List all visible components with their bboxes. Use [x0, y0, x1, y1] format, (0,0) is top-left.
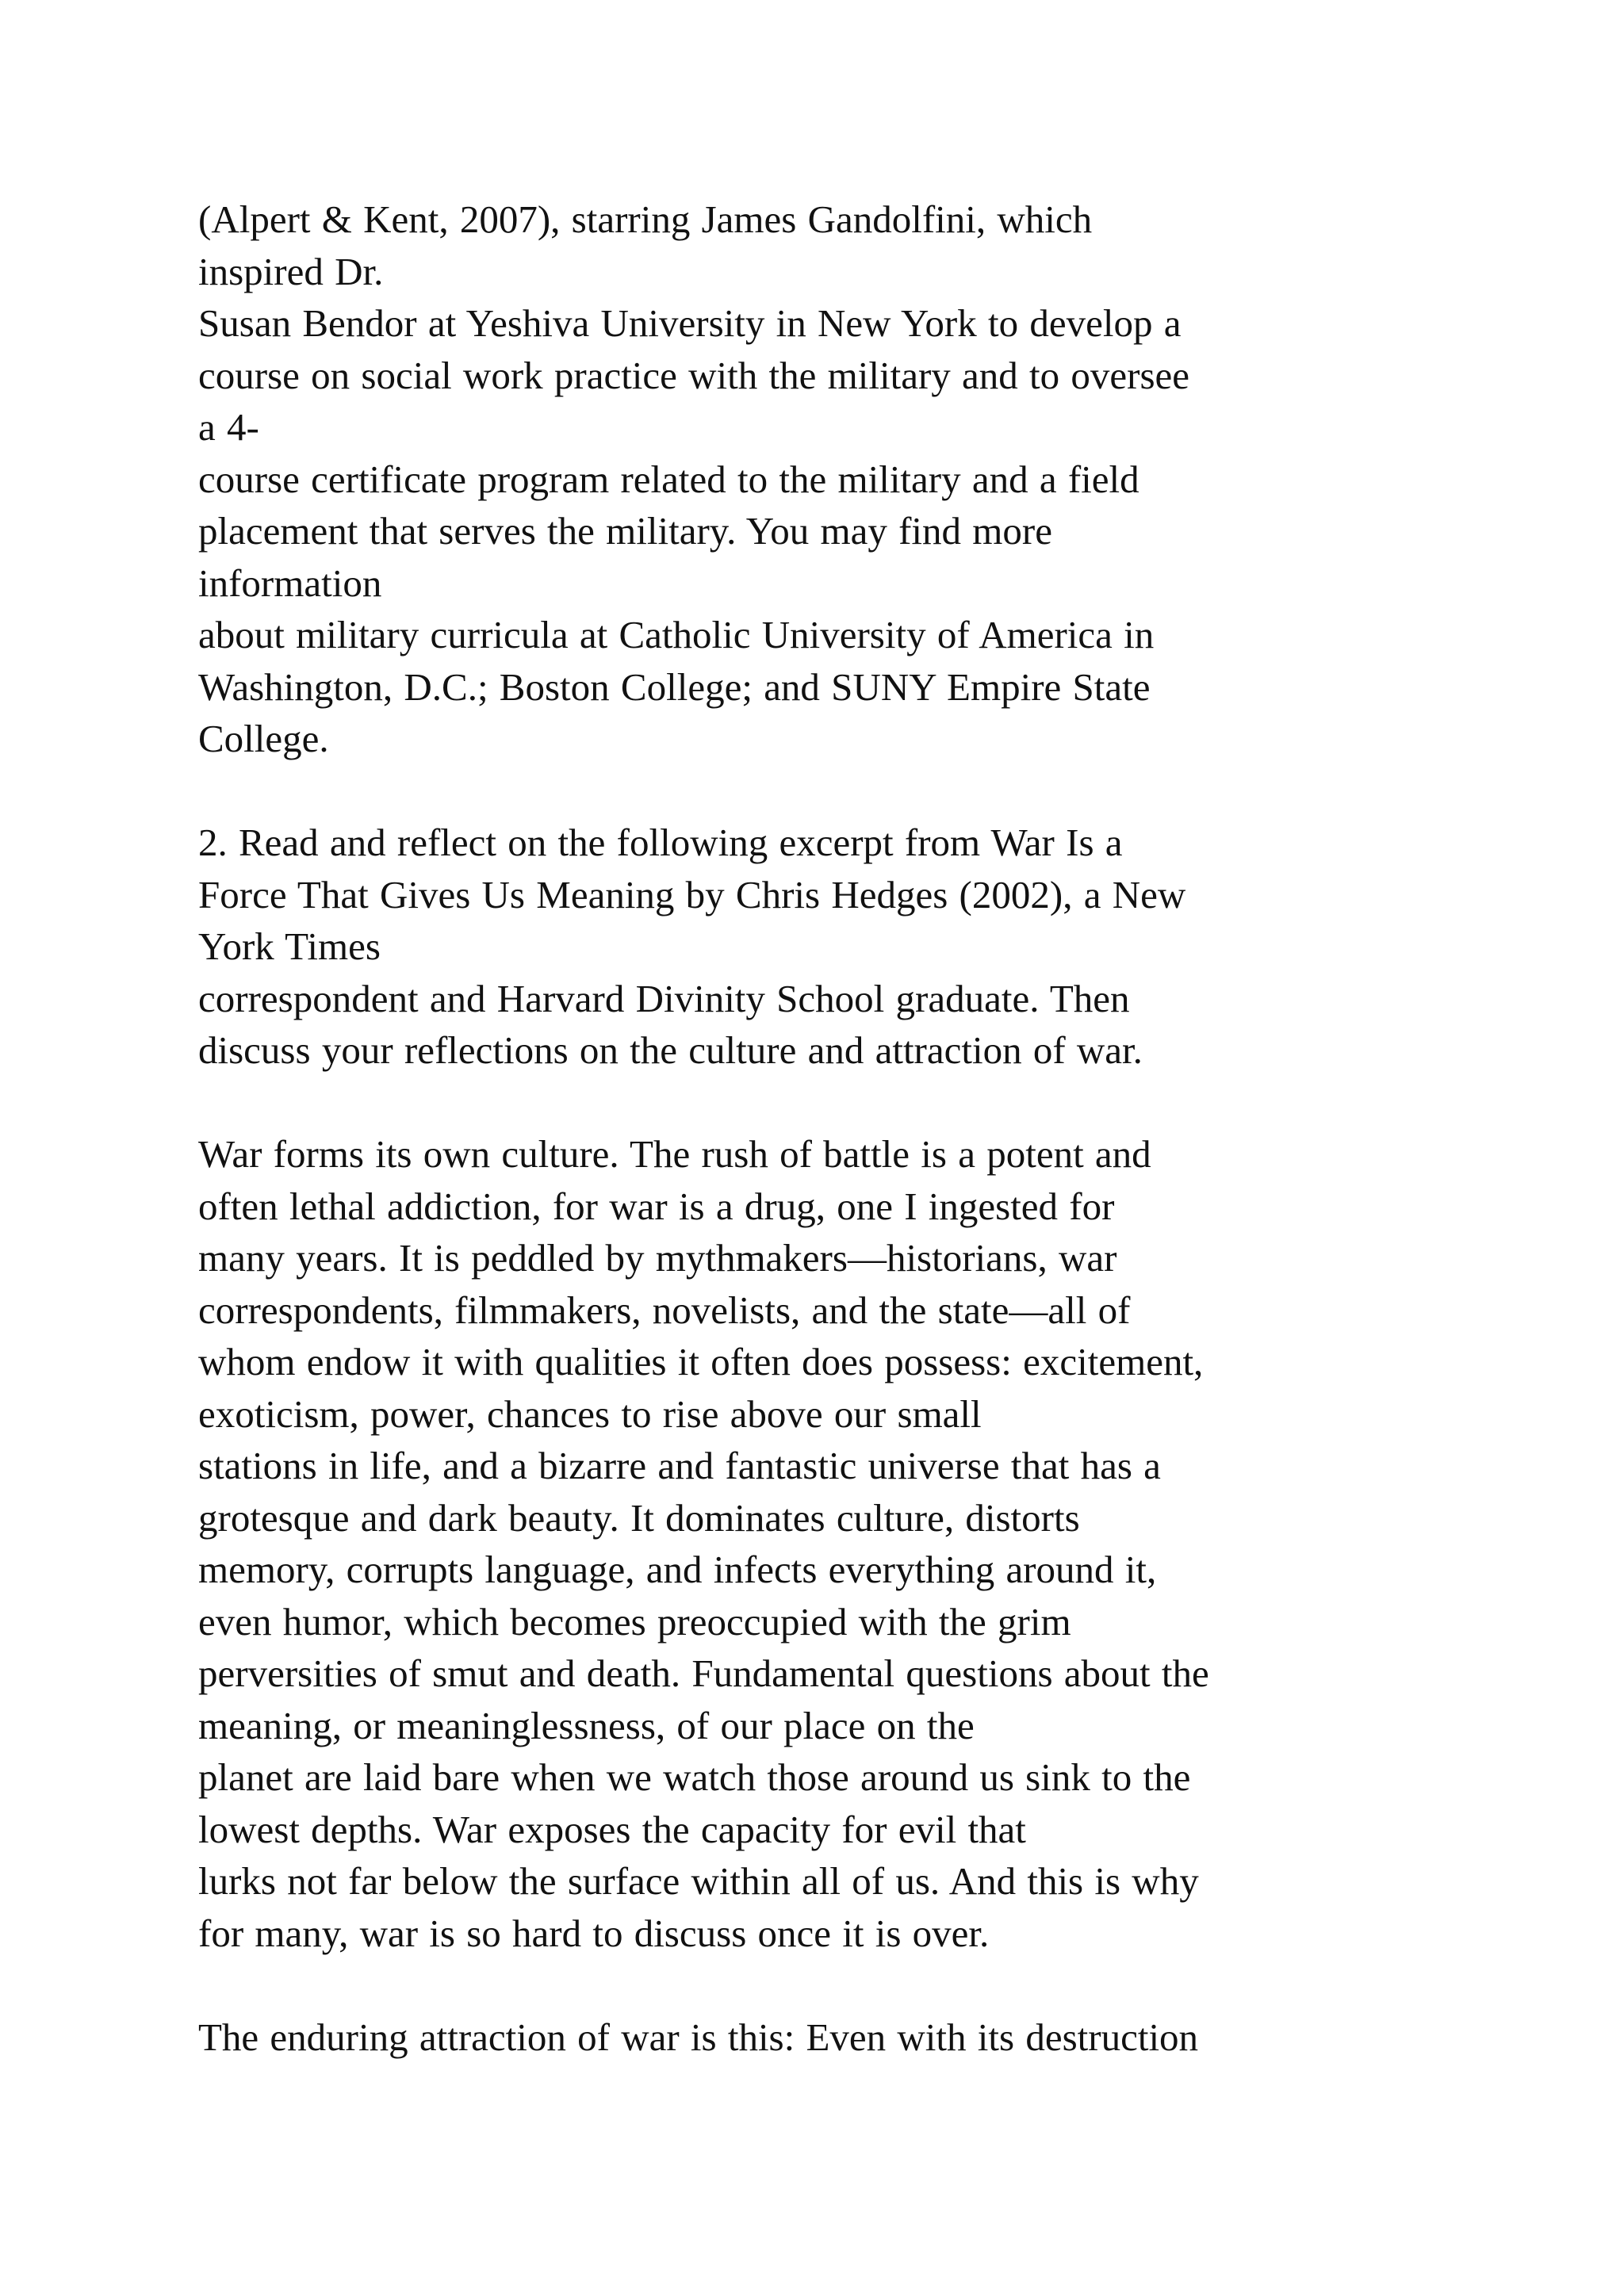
- paragraph-enduring-attraction: [198, 2011, 1594, 2064]
- text-line: The enduring attraction of war is this: Even with its destruction: [198, 2015, 1199, 2059]
- text-line: lowest depths. War exposes the capacity for evil that: [198, 1807, 1026, 1851]
- text-line: Susan Bendor at Yeshiva University in New York to develop a: [198, 301, 1182, 345]
- text-line: planet are laid bare when we watch those around us sink to the: [198, 1755, 1191, 1799]
- text-line: lurks not far below the surface within all of us. And this is why: [198, 1859, 1199, 1903]
- text-line: course certificate program related to the military and a field: [198, 457, 1139, 501]
- paragraph-gap: [198, 1077, 1594, 1129]
- text-line: memory, corrupts language, and infects everything around it,: [198, 1548, 1157, 1591]
- text-line: 2. Read and reflect on the following excerpt from War Is a: [198, 821, 1123, 864]
- paragraph-gap: [198, 765, 1594, 817]
- paragraph-gap: [198, 1959, 1594, 2011]
- text-line: course on social work practice with the military and to oversee: [198, 353, 1190, 397]
- text-line: placement that serves the military. You may find more: [198, 509, 1052, 553]
- text-line: meaning, or meaninglessness, of our place on the: [198, 1703, 975, 1747]
- document-page: [198, 193, 1594, 2063]
- text-line: about military curricula at Catholic University of America in: [198, 613, 1155, 656]
- text-line: for many, war is so hard to discuss once it is over.: [198, 1911, 990, 1955]
- paragraph-military-curricula: [198, 193, 1594, 765]
- text-line: whom endow it with qualities it often does possess: excitement,: [198, 1340, 1204, 1383]
- text-line: York Times: [198, 924, 381, 968]
- text-line: often lethal addiction, for war is a drug, one I ingested for: [198, 1184, 1115, 1228]
- text-line: Force That Gives Us Meaning by Chris Hedges (2002), a New: [198, 872, 1186, 916]
- text-line: (Alpert & Kent, 2007), starring James Gandolfini, which: [198, 197, 1093, 241]
- text-line: War forms its own culture. The rush of battle is a potent and: [198, 1132, 1151, 1176]
- text-line: stations in life, and a bizarre and fantastic universe that has a: [198, 1444, 1161, 1487]
- text-line: exoticism, power, chances to rise above our small: [198, 1391, 982, 1436]
- paragraph-war-culture-excerpt: [198, 1128, 1594, 1959]
- text-line: inspired Dr.: [198, 249, 384, 293]
- text-line: correspondents, filmmakers, novelists, and the state—all of: [198, 1288, 1131, 1332]
- text-line: discuss your reflections on the culture and attraction of war.: [198, 1028, 1143, 1072]
- text-line: even humor, which becomes preoccupied with the grim: [198, 1599, 1071, 1644]
- text-line: correspondent and Harvard Divinity School graduate. Then: [198, 976, 1130, 1020]
- text-line: many years. It is peddled by mythmakers—historians, war: [198, 1236, 1117, 1280]
- text-line: information: [198, 561, 382, 605]
- text-line: a 4-: [198, 405, 259, 449]
- paragraph-reflection-prompt: [198, 817, 1594, 1077]
- text-line: Washington, D.C.; Boston College; and SUNY Empire State: [198, 664, 1151, 709]
- text-line: College.: [198, 717, 329, 760]
- text-line: perversities of smut and death. Fundamental questions about the: [198, 1651, 1209, 1695]
- text-line: grotesque and dark beauty. It dominates culture, distorts: [198, 1495, 1080, 1540]
